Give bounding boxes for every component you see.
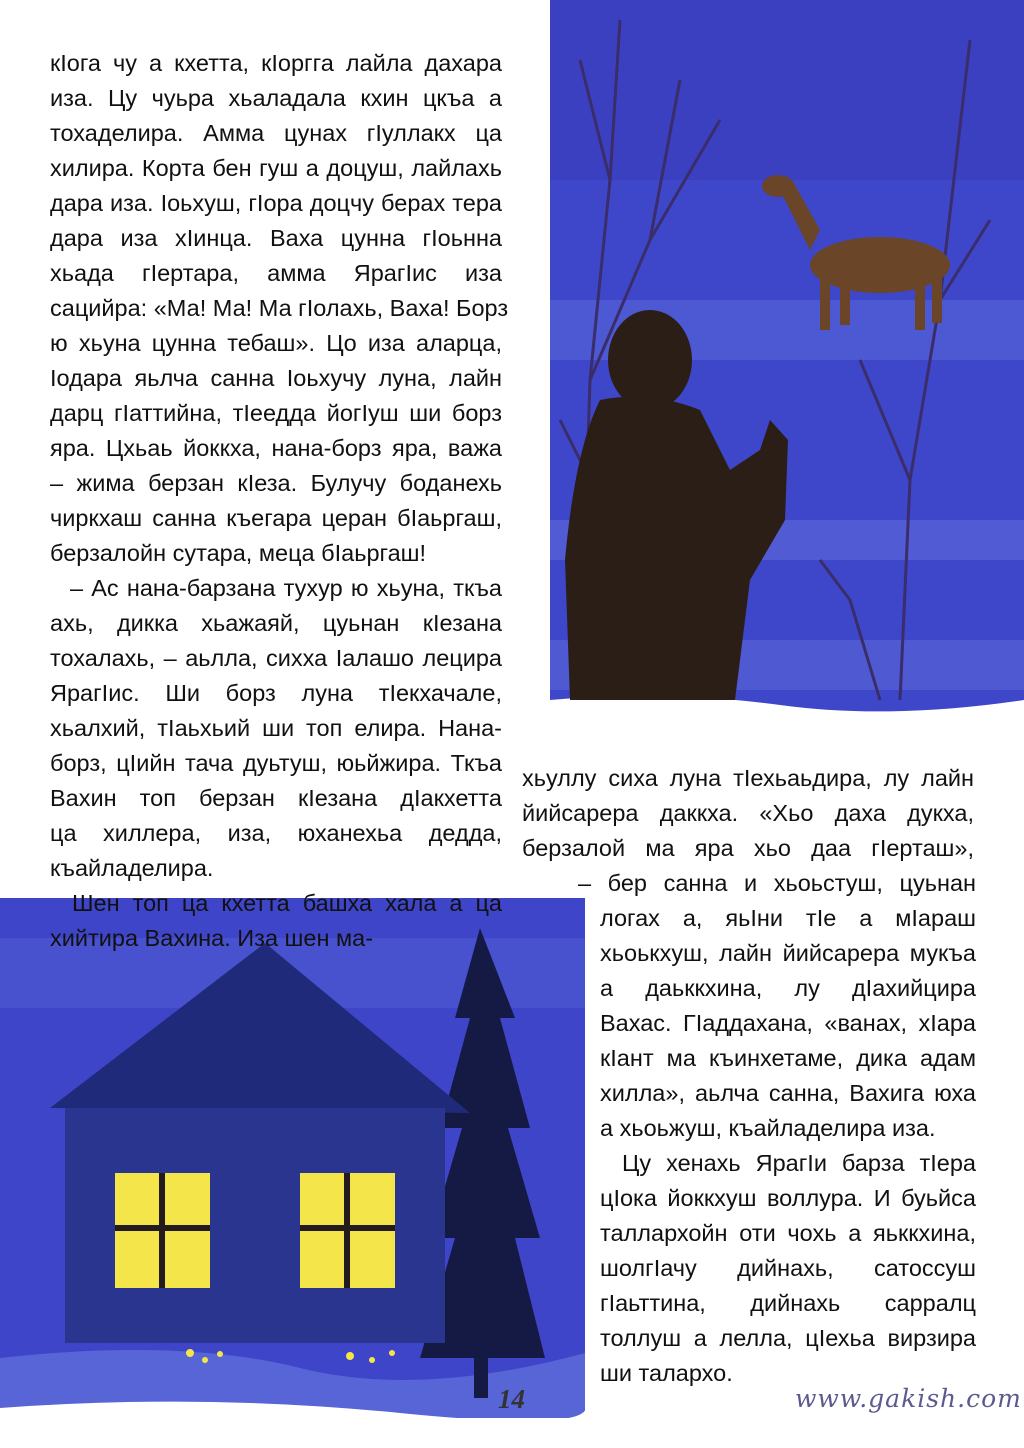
text-line: а даьккхина, лу дIахийцира (600, 975, 976, 1001)
text-line: ю хьуна цунна тебаш». Цо иза аларца, (50, 330, 502, 356)
text-line: толлуш а лелла, цIехьа вирзира (600, 1325, 976, 1351)
text-line: ца хиллера, иза, юханехьа дедда, (50, 820, 502, 846)
text-line: чиркхаш санна къегара церан бIаьргаш, (50, 505, 502, 531)
page-number: 14 (498, 1384, 525, 1414)
text-line: дарц гIаттийна, тIеедда йогIуш ши борз (50, 400, 502, 426)
text-line: таллархойн оти чохь а яьккхина, (600, 1220, 976, 1246)
text-line: ЯрагIис. Ши борз луна тIекхачале, (50, 680, 502, 706)
illustration-house-night (0, 898, 590, 1448)
text-line: борз, цIийн тача дуьтуш, юьйжира. Ткъа (50, 750, 502, 776)
text-line: – Ас нана-барзана тухур ю хьуна, ткъа (70, 575, 502, 601)
text-line: хьада гIертара, амма ЯрагIис иза (50, 260, 502, 286)
text-line: шолгIачу дийнахь, сатоссуш (600, 1255, 976, 1281)
text-line: хьуллу сиха луна тIехьаьдира, лу лайн (522, 765, 974, 791)
text-line: хилира. Корта бен гуш а доцуш, лайлахь (50, 155, 502, 181)
text-line: Iодара яьлча санна Iоьхучу луна, лайн (50, 365, 502, 391)
text-line: гIаьттина, дийнахь сарралц (600, 1290, 976, 1316)
text-line: хилла», аьлча санна, Вахига юха (600, 1080, 976, 1106)
text-line: яра. Цхьаь йоккха, нана-борз яра, важа (50, 435, 502, 461)
text-line: берзалойн сутара, меца бIаьргаш! (50, 540, 427, 566)
text-line: хьоькхуш, лайн йийсарера мукъа (600, 940, 976, 966)
text-line: дара иза. Iоьхуш, гIора доцчу берах тера (50, 190, 502, 216)
text-line: – жима берзан кIеза. Булучу боданехь (50, 470, 502, 496)
illustration-hunter-deer (520, 0, 1024, 742)
text-line: къайладелира. (50, 855, 214, 881)
text-line: а хьоьжуш, къайладелира иза. (600, 1115, 936, 1141)
website-url: www.gakish.com (795, 1384, 1022, 1413)
text-line: иза. Цу чуьра хьаладала кхин цкъа а (50, 85, 502, 111)
text-line: кIант ма къинхетаме, дика адам (600, 1045, 976, 1071)
text-line: Шен топ ца кхетта башха хала а ца (72, 890, 502, 916)
text-line: Вахас. ГIаддахана, «ванах, хIара (600, 1010, 976, 1036)
text-line: берзалой ма яра хьо даа гIерташ», (522, 835, 974, 861)
text-line: логах а, яьIни тIе а мIараш (600, 905, 976, 931)
text-line: Вахин топ берзан кIезана дIакхетта (50, 785, 502, 811)
text-line: хийтира Вахина. Иза шен ма- (50, 925, 374, 951)
text-line: сацийра: «Ма! Ма! Ма гIолахь, Ваха! Борз (50, 295, 509, 321)
text-line: – бер санна и хьоьстуш, цуьнан (578, 870, 976, 896)
text-line: ахь, дикка хьажаяй, цуьнан кIезана (50, 610, 502, 636)
text-line: тохаделира. Амма цунах гIуллакх ца (50, 120, 502, 146)
text-line: тохалахь, – аьлла, сихха Iалашо лецира (50, 645, 502, 671)
text-line: йийсарера даккха. «Хьо даха дукха, (522, 800, 974, 826)
text-line: дара иза хIинца. Ваха цунна гIоьнна (50, 225, 502, 251)
text-line: ши талархо. (600, 1360, 733, 1386)
text-line: кIога чу а кхетта, кIоргга лайла дахара (50, 50, 502, 76)
text-line: хьалхий, тIаьхьий ши топ елира. Нана- (50, 715, 502, 741)
text-line: Цу хенахь ЯрагIи барза тIера (622, 1150, 976, 1176)
text-line: цIока йоккхуш воллура. И буьйса (600, 1185, 976, 1211)
